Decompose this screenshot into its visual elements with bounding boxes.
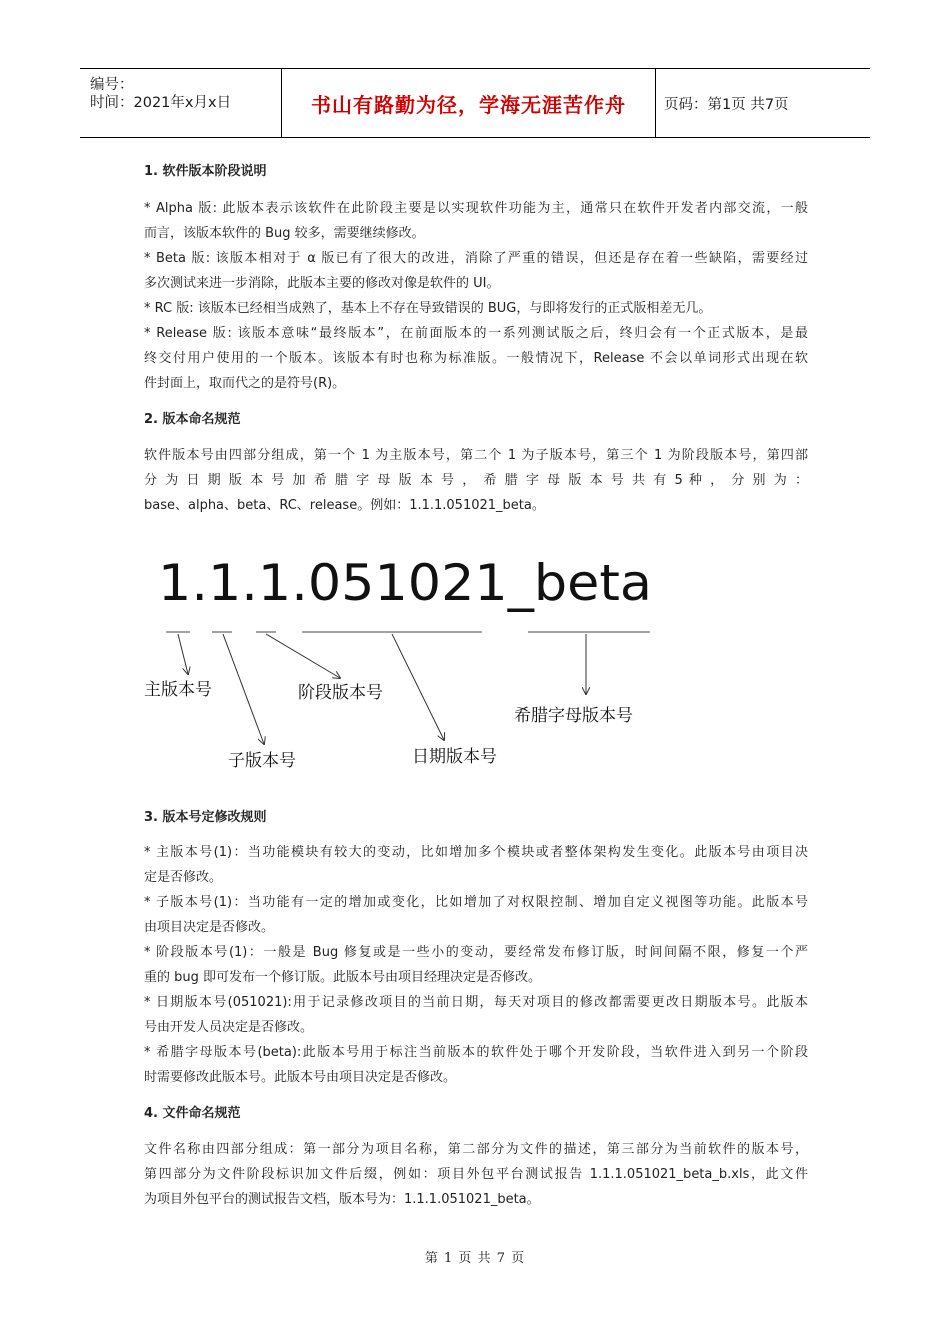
release-line-2: 终交付用户使用的一个版本。该版本有时也称为标准版。一般情况下，Release 不会以单词形式出现在软 <box>144 351 808 366</box>
rule-greek-line-1: * 希腊字母版本号(beta):此版本号用于标注当前版本的软件处于哪个开发阶段，当软件进入到另一个阶段 <box>144 1045 808 1060</box>
rc-line-1: * RC 版: 该版本已经相当成熟了，基本上不存在导致错误的 BUG，与即将发行的正式版相差无几。 <box>144 301 712 316</box>
page-header <box>80 68 870 138</box>
rule-major-line-2: 定是否修改。 <box>144 870 223 885</box>
header-page-info: 页码：第1页 共7页 <box>664 96 789 113</box>
section-1-body <box>144 196 808 396</box>
stage-label: 阶段版本号 <box>298 683 383 703</box>
section-1-title: 1. 软件版本阶段说明 <box>144 164 267 179</box>
rule-stage-line-1: * 阶段版本号(1)：一般是 Bug 修复或是一些小的变动，要经常发布修订版，时间间隔不限，修复一个严 <box>144 945 808 960</box>
time-label: 时间：2021年x月x日 <box>90 95 232 111</box>
header-motto: 书山有路勤为径，学海无涯苦作舟 <box>282 69 656 137</box>
file-naming-line-1: 文件名称由四部分组成：第一部分为项目名称，第二部分为文件的描述，第三部分为当前软件的版本号， <box>144 1142 808 1157</box>
file-naming-line-2: 第四部分为文件阶段标识加文件后缀，例如：项目外包平台测试报告 1.1.1.051021_beta_b.xls，此文件 <box>144 1167 808 1182</box>
file-naming-line-3: 为项目外包平台的测试报告文档，版本号为：1.1.1.051021_beta。 <box>144 1192 540 1207</box>
naming-line-1: 软件版本号由四部分组成，第一个 1 为主版本号，第二个 1 为子版本号，第三个 1 为阶段版本号，第四部 <box>144 448 808 463</box>
beta-line-2: 多次测试来进一步消除，此版本主要的修改对像是软件的 UI。 <box>144 276 500 291</box>
minor-arrow <box>223 634 264 744</box>
version-diagram <box>140 548 680 778</box>
rule-date-line-2: 号由开发人员决定是否修改。 <box>144 1020 314 1035</box>
section-2-title: 2. 版本命名规范 <box>144 412 241 427</box>
section-4-title: 4. 文件命名规范 <box>144 1106 241 1121</box>
date-arrow <box>392 634 444 740</box>
minor-label: 子版本号 <box>228 751 296 771</box>
release-line-1: * Release 版: 该版本意味“最终版本”，在前面版本的一系列测试版之后，终归会有一个正式版本，是最 <box>144 326 808 341</box>
header-meta <box>80 69 282 137</box>
release-line-3: 件封面上，取而代之的是符号(R)。 <box>144 376 346 391</box>
alpha-line-1: * Alpha 版: 此版本表示该软件在此阶段主要是以实现软件功能为主，通常只在软件开发者内部交流，一般 <box>144 201 808 216</box>
rule-minor-line-2: 由项目决定是否修改。 <box>144 920 275 935</box>
greek-label: 希腊字母版本号 <box>514 706 633 726</box>
rule-stage-line-2: 重的 bug 即可发布一个修订版。此版本号由项目经理决定是否修改。 <box>144 970 542 985</box>
section-2-body <box>144 443 808 518</box>
major-arrow <box>178 634 188 674</box>
stage-arrow <box>266 634 340 678</box>
serial-label: 编号： <box>90 77 134 93</box>
rule-minor-line-1: * 子版本号(1)：当功能有一定的增加或变化，比如增加了对权限控制、增加自定义视图等功能。此版本号 <box>144 895 808 910</box>
section-3-title: 3. 版本号定修改规则 <box>144 810 267 825</box>
version-example-text: 1.1.1.051021_beta <box>158 554 652 612</box>
section-3-body <box>144 840 808 1090</box>
naming-line-3: base、alpha、beta、RC、release。例如：1.1.1.051021_beta。 <box>144 498 545 513</box>
major-label: 主版本号 <box>144 680 212 700</box>
page-footer: 第 1 页 共 7 页 <box>424 1251 526 1266</box>
rule-greek-line-2: 时需要修改此版本号。此版本号由项目决定是否修改。 <box>144 1070 457 1085</box>
rule-date-line-1: * 日期版本号(051021):用于记录修改项目的当前日期，每天对项目的修改都需要更改日期版本号。此版本 <box>144 995 808 1010</box>
beta-line-1: * Beta 版: 该版本相对于 α 版已有了很大的改进，消除了严重的错误，但还是存在着一些缺陷，需要经过 <box>144 251 808 266</box>
naming-line-2: 分 为 日 期 版 本 号 加 希 腊 字 母 版 本 号 ， 希 腊 字 母 版 本 号 共 有 5 种 ， 分 别 为 ： <box>144 473 808 488</box>
rule-major-line-1: * 主版本号(1)：当功能模块有较大的变动，比如增加多个模块或者整体架构发生变化。此版本号由项目决 <box>144 845 808 860</box>
section-4-body <box>144 1137 808 1212</box>
date-label: 日期版本号 <box>412 747 497 767</box>
alpha-line-2: 而言，该版本软件的 Bug 较多，需要继续修改。 <box>144 226 425 241</box>
